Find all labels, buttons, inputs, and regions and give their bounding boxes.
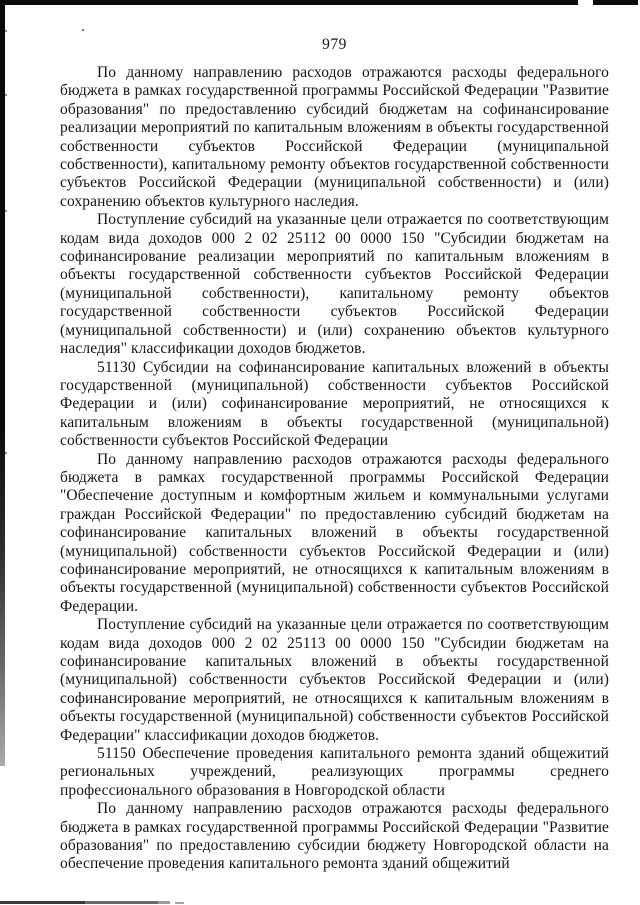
paragraph-income-code-25113: Поступление субсидий на указанные цели отражается по соответствующим кодам вида доходов 000 2 02 25113 00 0000 150 "Субсидии бюджетам на софинансирование капитальных вложений в объекты государственной (муниципальной) собственности субъектов Российской Федерации и (или) софинансирование мероприятий, не относящихся к капитальным вложениям в объекты государственной (муниципальной) собственности субъектов Российской Федерации" классификации доходов бюджетов.: [60, 616, 609, 744]
scan-edge-tick: [5, 452, 7, 454]
paragraph-expense-direction-housing: По данному направлению расходов отражаются расходы федерального бюджета в рамках государственной программы Российской Федерации "Обеспечение доступным и комфортным жильем и коммунальными услугами граждан Российской Федерации" по предоставлению субсидий бюджетам на софинансирование капитальных вложений в объекты государственной (муниципальной) собственности субъектов Российской Федерации и (или) софинансирование мероприятий, не относящихся к капитальным вложениям в объекты государственной (муниципальной) собственности субъектов Российской Федерации.: [60, 450, 609, 615]
paragraph-expense-direction-novgorod: По данному направлению расходов отражаются расходы федерального бюджета в рамках государственной программы Российской Федерации "Развитие образования" по предоставлению субсидии бюджету Новгородской области на обеспечение проведения капитального ремонта зданий общежитий: [60, 800, 609, 873]
scan-bottom-line-dash: [175, 902, 184, 904]
scan-edge-tick: [5, 210, 7, 212]
paragraph-heading-51130: 51130 Субсидии на софинансирование капитальных вложений в объекты государственной (муниципальной) собственности субъектов Российской Федерации и (или) софинансирование мероприятий, не относящихся к капитальным вложениям в объекты государственной (муниципальной) собственности субъектов Российской Федерации: [60, 358, 609, 450]
paragraph-heading-51150: 51150 Обеспечение проведения капитального ремонта зданий общежитий региональных учреждений, реализующих программы среднего профессионального образования в Новгородской области: [60, 745, 609, 799]
scan-border-top-notch: [578, 0, 593, 5]
scan-edge-tick: [5, 30, 7, 32]
paragraph-expense-direction-education: По данному направлению расходов отражаются расходы федерального бюджета в рамках государственной программы Российской Федерации "Развитие образования" по предоставлению субсидий бюджетам на софинансирование реализации мероприятий по капитальным вложениям в объекты государственной собственности субъектов Российской Федерации (муниципальной собственности), капитальному ремонту объектов государственной собственности субъектов Российской Федерации (муниципальной собственности) и (или) сохранению объектов культурного наследия.: [60, 64, 609, 210]
scan-speckle: [82, 29, 84, 31]
paragraph-income-code-25112: Поступление субсидий на указанные цели отражается по соответствующим кодам вида доходов 000 2 02 25112 00 0000 150 "Субсидии бюджетам на софинансирование реализации мероприятий по капитальным вложениям в объекты государственной собственности субъектов Российской Федерации (муниципальной собственности), капитальному ремонту объектов государственной собственности субъектов Российской Федерации (муниципальной собственности) и (или) сохранению объектов культурного наследия" классификации доходов бюджетов.: [60, 211, 609, 358]
scan-border-top: [2, 0, 638, 5]
scan-bottom-line: [0, 901, 170, 904]
scan-border-left: [0, 0, 5, 766]
scan-edge-tick: [5, 94, 7, 96]
page-number: 979: [322, 36, 347, 53]
document-body: [60, 64, 609, 874]
